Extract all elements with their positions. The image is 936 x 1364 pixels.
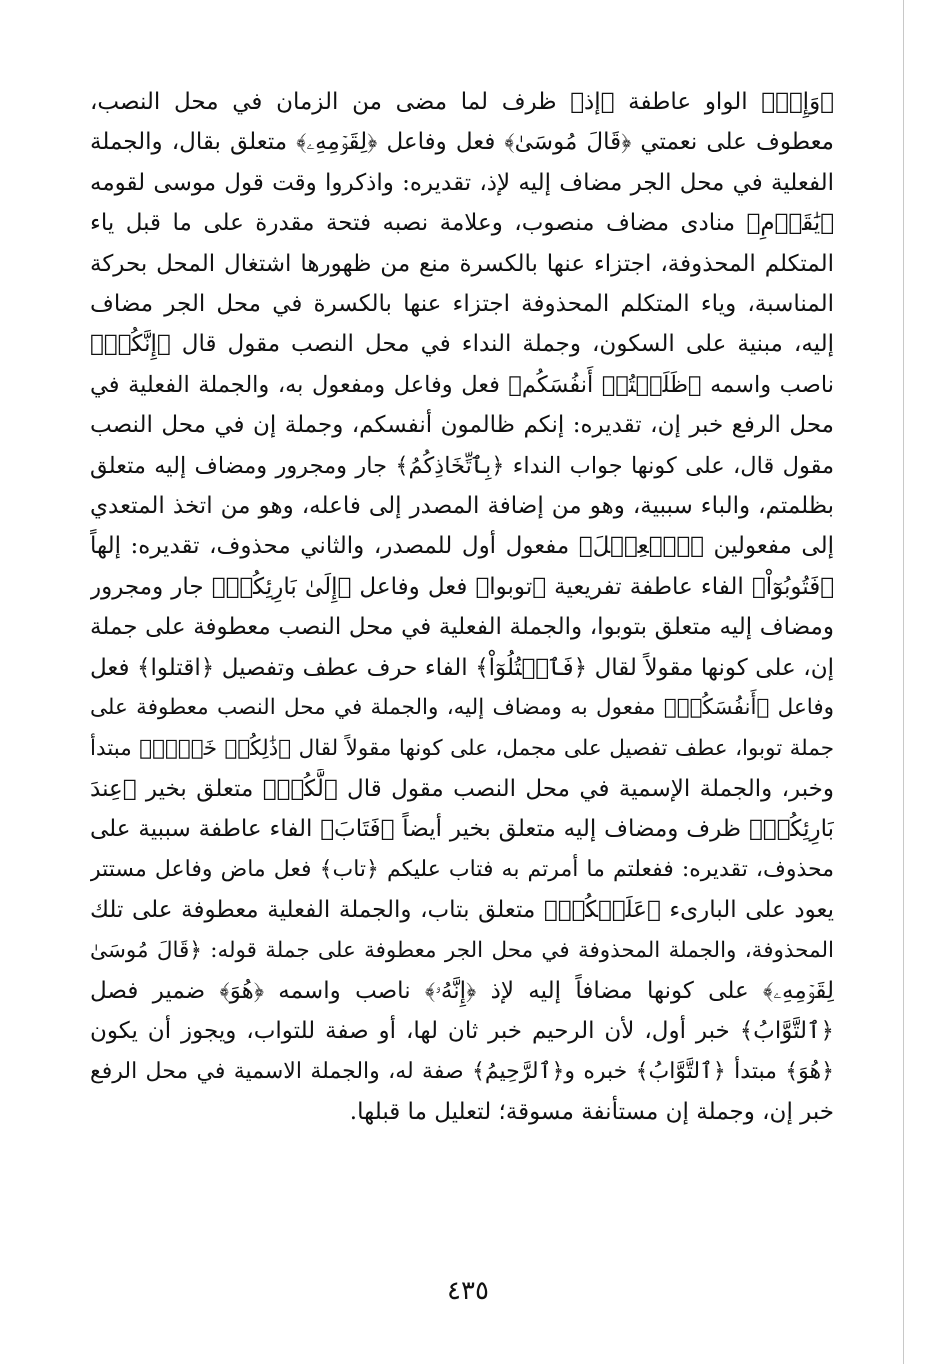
grammar-paragraph [90,82,834,1133]
text-line: بَارِئِكُمۡ﴾ ظرف ومضاف إليه متعلق بخير أيضاً ﴿فَتَابَ﴾ الفاء عاطفة سببية على [90,816,834,843]
text-line: محل الرفع خبر إن، تقديره: إنكم ظالمون أنفسكم، وجملة إن في محل النصب [90,412,834,439]
text-line: ﴿وَإِذۡ﴾ الواو عاطفة ﴿إذ﴾ ظرف لما مضى من الزمان في محل النصب، [90,89,834,115]
page-number: ٤٣٥ [447,1276,489,1306]
text-line: ﴿هُوَ﴾ مبتدأ ﴿ٱلتَّوَّابُ﴾ خبره و﴿ٱلرَّحِيمُ﴾ صفة له، والجملة الاسمية في محل الرفع [90,1058,834,1084]
text-line: وفاعل ﴿أَنفُسَكُمۡ﴾ مفعول به ومضاف إليه، والجملة في محل النصب معطوفة على [90,695,834,721]
text-line: ﴿فَتُوبُوٓاْ﴾ الفاء عاطفة تفريعية ﴿توبوا﴾ فعل وفاعل ﴿إِلَىٰ بَارِئِكُمۡ﴾ جار ومجرور [90,573,834,600]
text-line: محذوف، تقديره: ففعلتم ما أمرتم به فتاب عليكم ﴿تاب﴾ فعل ماض وفاعل مستتر [90,856,834,882]
text-line: مقول قال، على كونها جواب النداء ﴿بِٱتِّخَاذِكُمُ﴾ جار ومجرور ومضاف إليه متعلق [90,452,834,479]
text-line: معطوف على نعمتي ﴿قَالَ مُوسَىٰ﴾ فعل وفاعل ﴿لِقَوۡمِهِۦ﴾ متعلق بقال، والجملة [90,129,834,156]
text-line: المحذوفة، والجملة المحذوفة في محل الجر معطوفة على جملة قوله: ﴿قَالَ مُوسَىٰ [90,937,834,963]
text-line: إليه، مبنية على السكون، وجملة النداء في محل النصب مقول قال ﴿إِنَّكُمۡ﴾ [90,331,834,358]
text-line: المناسبة، وياء المتكلم المحذوفة اجتزاء عنها بالكسرة في محل الجر مضاف [90,291,834,318]
text-line: إلى مفعولين ﴿ٱلۡعِجۡلَ﴾ مفعول أول للمصدر، والثاني محذوف، تقديره: إلهاً [90,533,834,560]
text-line: لِقَوۡمِهِۦ﴾ على كونها مضافاً إليه لإذ ﴿إِنَّهُۥ﴾ ناصب واسمه ﴿هُوَ﴾ ضمير فصل [90,977,834,1004]
text-line: جملة توبوا، عطف تفصيل على مجمل، على كونها مقولاً لقال ﴿ذَٰلِكُمۡ خَيۡرٞ﴾ مبتدأ [90,735,834,761]
text-line: إن، على كونها مقولاً لقال ﴿فَٱقۡتُلُوٓاْ﴾ الفاء حرف عطف وتفصيل ﴿اقتلوا﴾ فعل [90,654,834,681]
text-line: وخبر، والجملة الإسمية في محل النصب مقول قال ﴿لَّكُمۡ﴾ متعلق بخير ﴿عِندَ [90,775,834,802]
text-line: يعود على البارىء ﴿عَلَيۡكُمۡ﴾ متعلق بتاب، والجملة الفعلية معطوفة على تلك [90,897,834,924]
text-line: ومضاف إليه متعلق بتوبوا، والجملة الفعلية في محل النصب معطوفة على جملة [90,614,834,641]
text-line: بظلمتم، والباء سببية، وهو من إضافة المصدر إلى فاعله، وهو من اتخذ المتعدي [90,493,834,520]
page-edge-divider [903,0,904,1364]
text-line: ناصب واسمه ﴿ظَلَمۡتُمۡ أَنفُسَكُم﴾ فعل وفاعل ومفعول به، والجملة الفعلية في [90,371,834,398]
text-line: الفعلية في محل الجر مضاف إليه لإذ، تقديره: واذكروا وقت قول موسى لقومه [90,169,834,196]
text-line: ﴿ٱلتَّوَّابُ﴾ خبر أول، لأن الرحيم خبر ثان لها، أو صفة للتواب، ويجوز أن يكون [90,1018,834,1045]
text-line: ﴿يَٰقَوۡمِ﴾ منادى مضاف منصوب، وعلامة نصبه فتحة مقدرة على ما قبل ياء [90,210,834,237]
text-line-last: خبر إن، وجملة إن مستأنفة مسوقة؛ لتعليل ما قبلها. [349,1099,834,1126]
text-line: المتكلم المحذوفة، اجتزاء عنها بالكسرة منع من ظهورها اشتغال المحل بحركة [90,250,834,277]
